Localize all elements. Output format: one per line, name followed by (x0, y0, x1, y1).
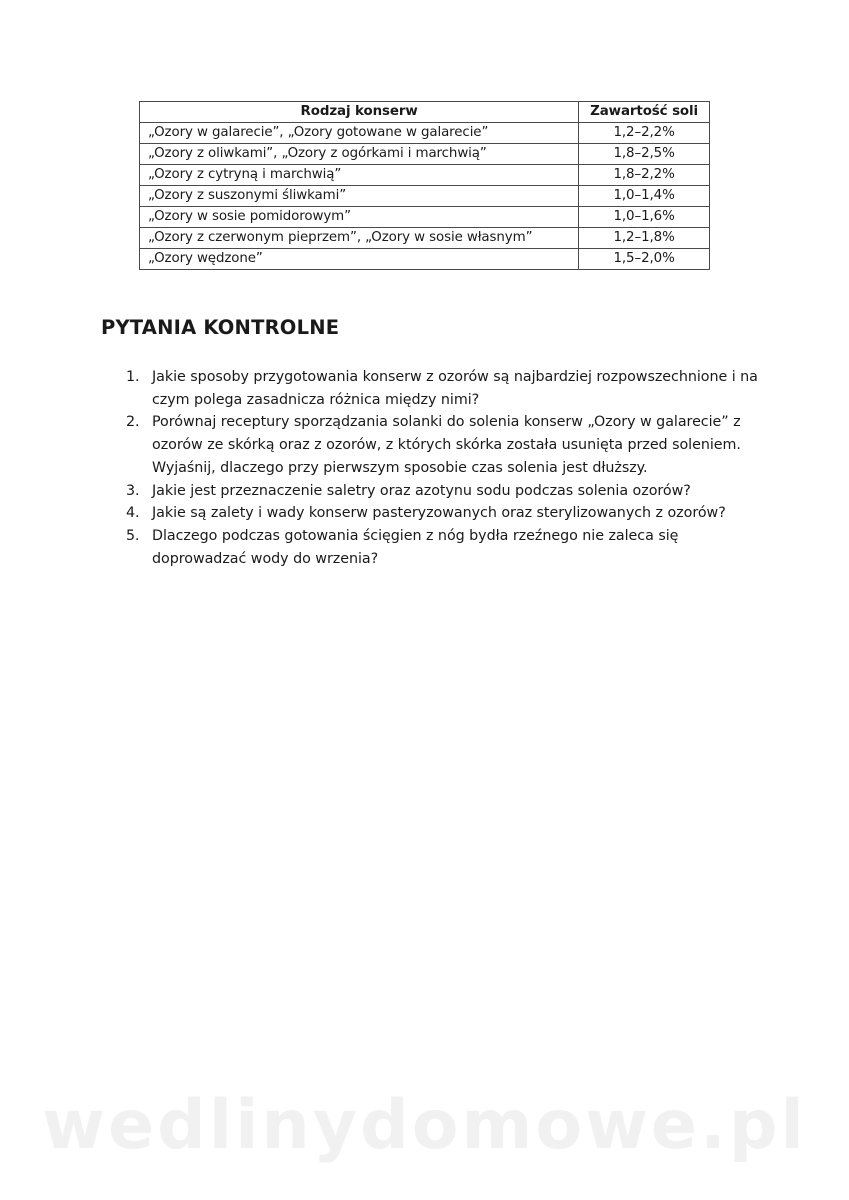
watermark: wedlinydomowe.pl (42, 1086, 807, 1165)
salt-value-cell: 1,2–1,8% (579, 228, 710, 249)
salt-value-cell: 1,2–2,2% (579, 123, 710, 144)
question-number: 1. (126, 369, 140, 385)
question-text: Dlaczego podczas gotowania ścięgien z nóg bydła rzeźnego nie zaleca się doprowadzać wody do wrzenia? (152, 527, 679, 567)
product-name-cell: „Ozory w sosie pomidorowym” (140, 207, 579, 228)
salt-content-table (139, 101, 710, 270)
section-heading: PYTANIA KONTROLNE (101, 316, 340, 339)
salt-value-cell: 1,5–2,0% (579, 249, 710, 270)
table-row (140, 123, 710, 144)
question-item (118, 502, 758, 525)
column-header-type: Rodzaj konserw (140, 102, 579, 123)
table-row (140, 249, 710, 270)
question-number: 4. (126, 505, 140, 522)
salt-value-cell: 1,8–2,2% (579, 165, 710, 186)
question-text: Jakie jest przeznaczenie saletry oraz azotynu sodu podczas solenia ozorów? (152, 482, 691, 499)
question-item (118, 366, 758, 411)
column-header-salt: Zawartość soli (579, 102, 710, 123)
question-number: 3. (126, 482, 140, 499)
table-row (140, 186, 710, 207)
question-number: 5. (126, 527, 140, 544)
table-row (140, 228, 710, 249)
table-row (140, 165, 710, 186)
question-item (118, 480, 758, 503)
product-name-cell: „Ozory z czerwonym pieprzem”, „Ozory w sosie własnym” (140, 228, 579, 249)
question-item (118, 411, 758, 479)
salt-value-cell: 1,0–1,4% (579, 186, 710, 207)
table-row (140, 144, 710, 165)
product-name-cell: „Ozory z oliwkami”, „Ozory z ogórkami i marchwią” (140, 144, 579, 165)
question-number: 2. (126, 414, 140, 431)
product-name-cell: „Ozory wędzone” (140, 249, 579, 270)
salt-value-cell: 1,0–1,6% (579, 207, 710, 228)
question-list (118, 366, 758, 570)
salt-value-cell: 1,8–2,5% (579, 144, 710, 165)
product-name-cell: „Ozory z suszonymi śliwkami” (140, 186, 579, 207)
product-name-cell: „Ozory w galarecie”, „Ozory gotowane w galarecie” (140, 123, 579, 144)
table-row (140, 207, 710, 228)
question-text: Jakie sposoby przygotowania konserw z ozorów są najbardziej rozpowszechnione i na czym polega zasadnicza różnica między nimi? (152, 369, 758, 408)
product-name-cell: „Ozory z cytryną i marchwią” (140, 165, 579, 186)
question-text: Jakie są zalety i wady konserw pasteryzowanych oraz sterylizowanych z ozorów? (152, 505, 726, 522)
question-text: Porównaj receptury sporządzania solanki do solenia konserw „Ozory w galarecie” z ozorów ze skórką oraz z ozorów, z których skórka została usunięta przed soleniem. Wyjaśnij, dlaczego przy pierwszym sposobie czas solenia jest dłuższy. (152, 414, 741, 476)
question-item (118, 525, 758, 570)
table-header-row (140, 102, 710, 123)
